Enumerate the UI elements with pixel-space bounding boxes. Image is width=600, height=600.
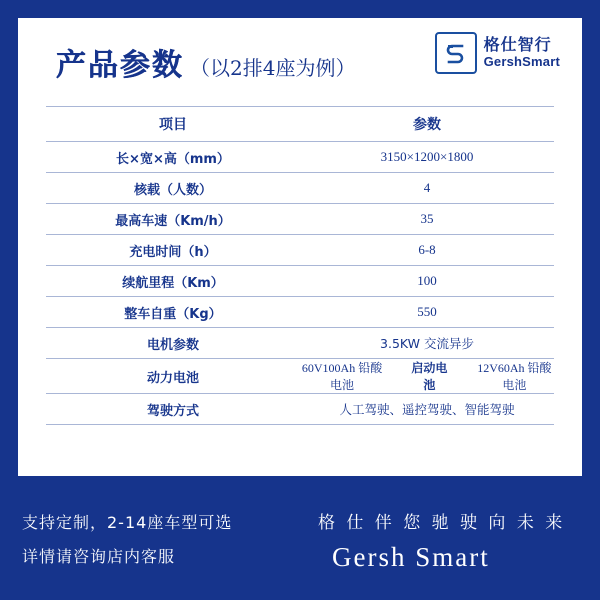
table-header-row [46,107,554,142]
brand-name-cn: 格仕智行 [483,35,552,55]
row-value: 人工驾驶、遥控驾驶、智能驾驶 [300,394,554,425]
row-label: 电机参数 [46,328,300,359]
content-panel [18,18,582,476]
footer-slogan-en: Gersh Smart [332,542,490,572]
table-row [46,142,554,173]
brand-logo [435,32,560,74]
footer-notes [22,506,232,574]
row-label: 长×宽×高（mm） [46,142,300,173]
row-label: 驾驶方式 [46,394,300,425]
row-value: 3150×1200×1800 [300,142,554,173]
battery-start-value: 12V60Ah 铅酸电池 [477,361,552,392]
table-row [46,204,554,235]
page-subtitle: （以2排4座为例） [190,56,356,80]
row-value: 4 [300,173,554,204]
square-g-logo-icon [435,32,477,74]
table-row [46,173,554,204]
row-value-battery [300,359,554,394]
row-label: 整车自重（Kg） [46,297,300,328]
brand-name-en: GershSmart [483,53,560,69]
row-label: 最高车速（Km/h） [46,204,300,235]
row-value: 100 [300,266,554,297]
table-row [46,328,554,359]
footer-slogan-cn: 格 仕 伴 您 驰 驶 向 未 来 [318,513,566,533]
brand-text [484,36,560,69]
table-row [46,235,554,266]
row-label: 核载（人数） [46,173,300,204]
footer-note-line2: 详情请咨询店内客服 [22,547,176,566]
column-header-value: 参数 [300,107,554,142]
row-label: 充电时间（h） [46,235,300,266]
table-row [46,266,554,297]
row-value: 3.5KW 交流异步 [300,328,554,359]
poster-footer [0,476,600,600]
table-row [46,394,554,425]
row-value: 550 [300,297,554,328]
row-value: 6-8 [300,235,554,266]
table-row [46,297,554,328]
battery-start-label: 启动电池 [411,361,448,392]
battery-main: 60V100Ah 铅酸电池 [301,361,383,392]
column-header-item: 项目 [46,107,300,142]
row-label: 动力电池 [46,359,300,394]
row-label: 续航里程（Km） [46,266,300,297]
title-block [56,40,355,84]
table-row [46,359,554,394]
page-title: 产品参数 [56,48,184,83]
row-value: 35 [300,204,554,235]
poster-header [18,18,582,88]
spec-table [46,106,554,425]
footer-note-line1: 支持定制，2-14座车型可选 [22,513,233,532]
